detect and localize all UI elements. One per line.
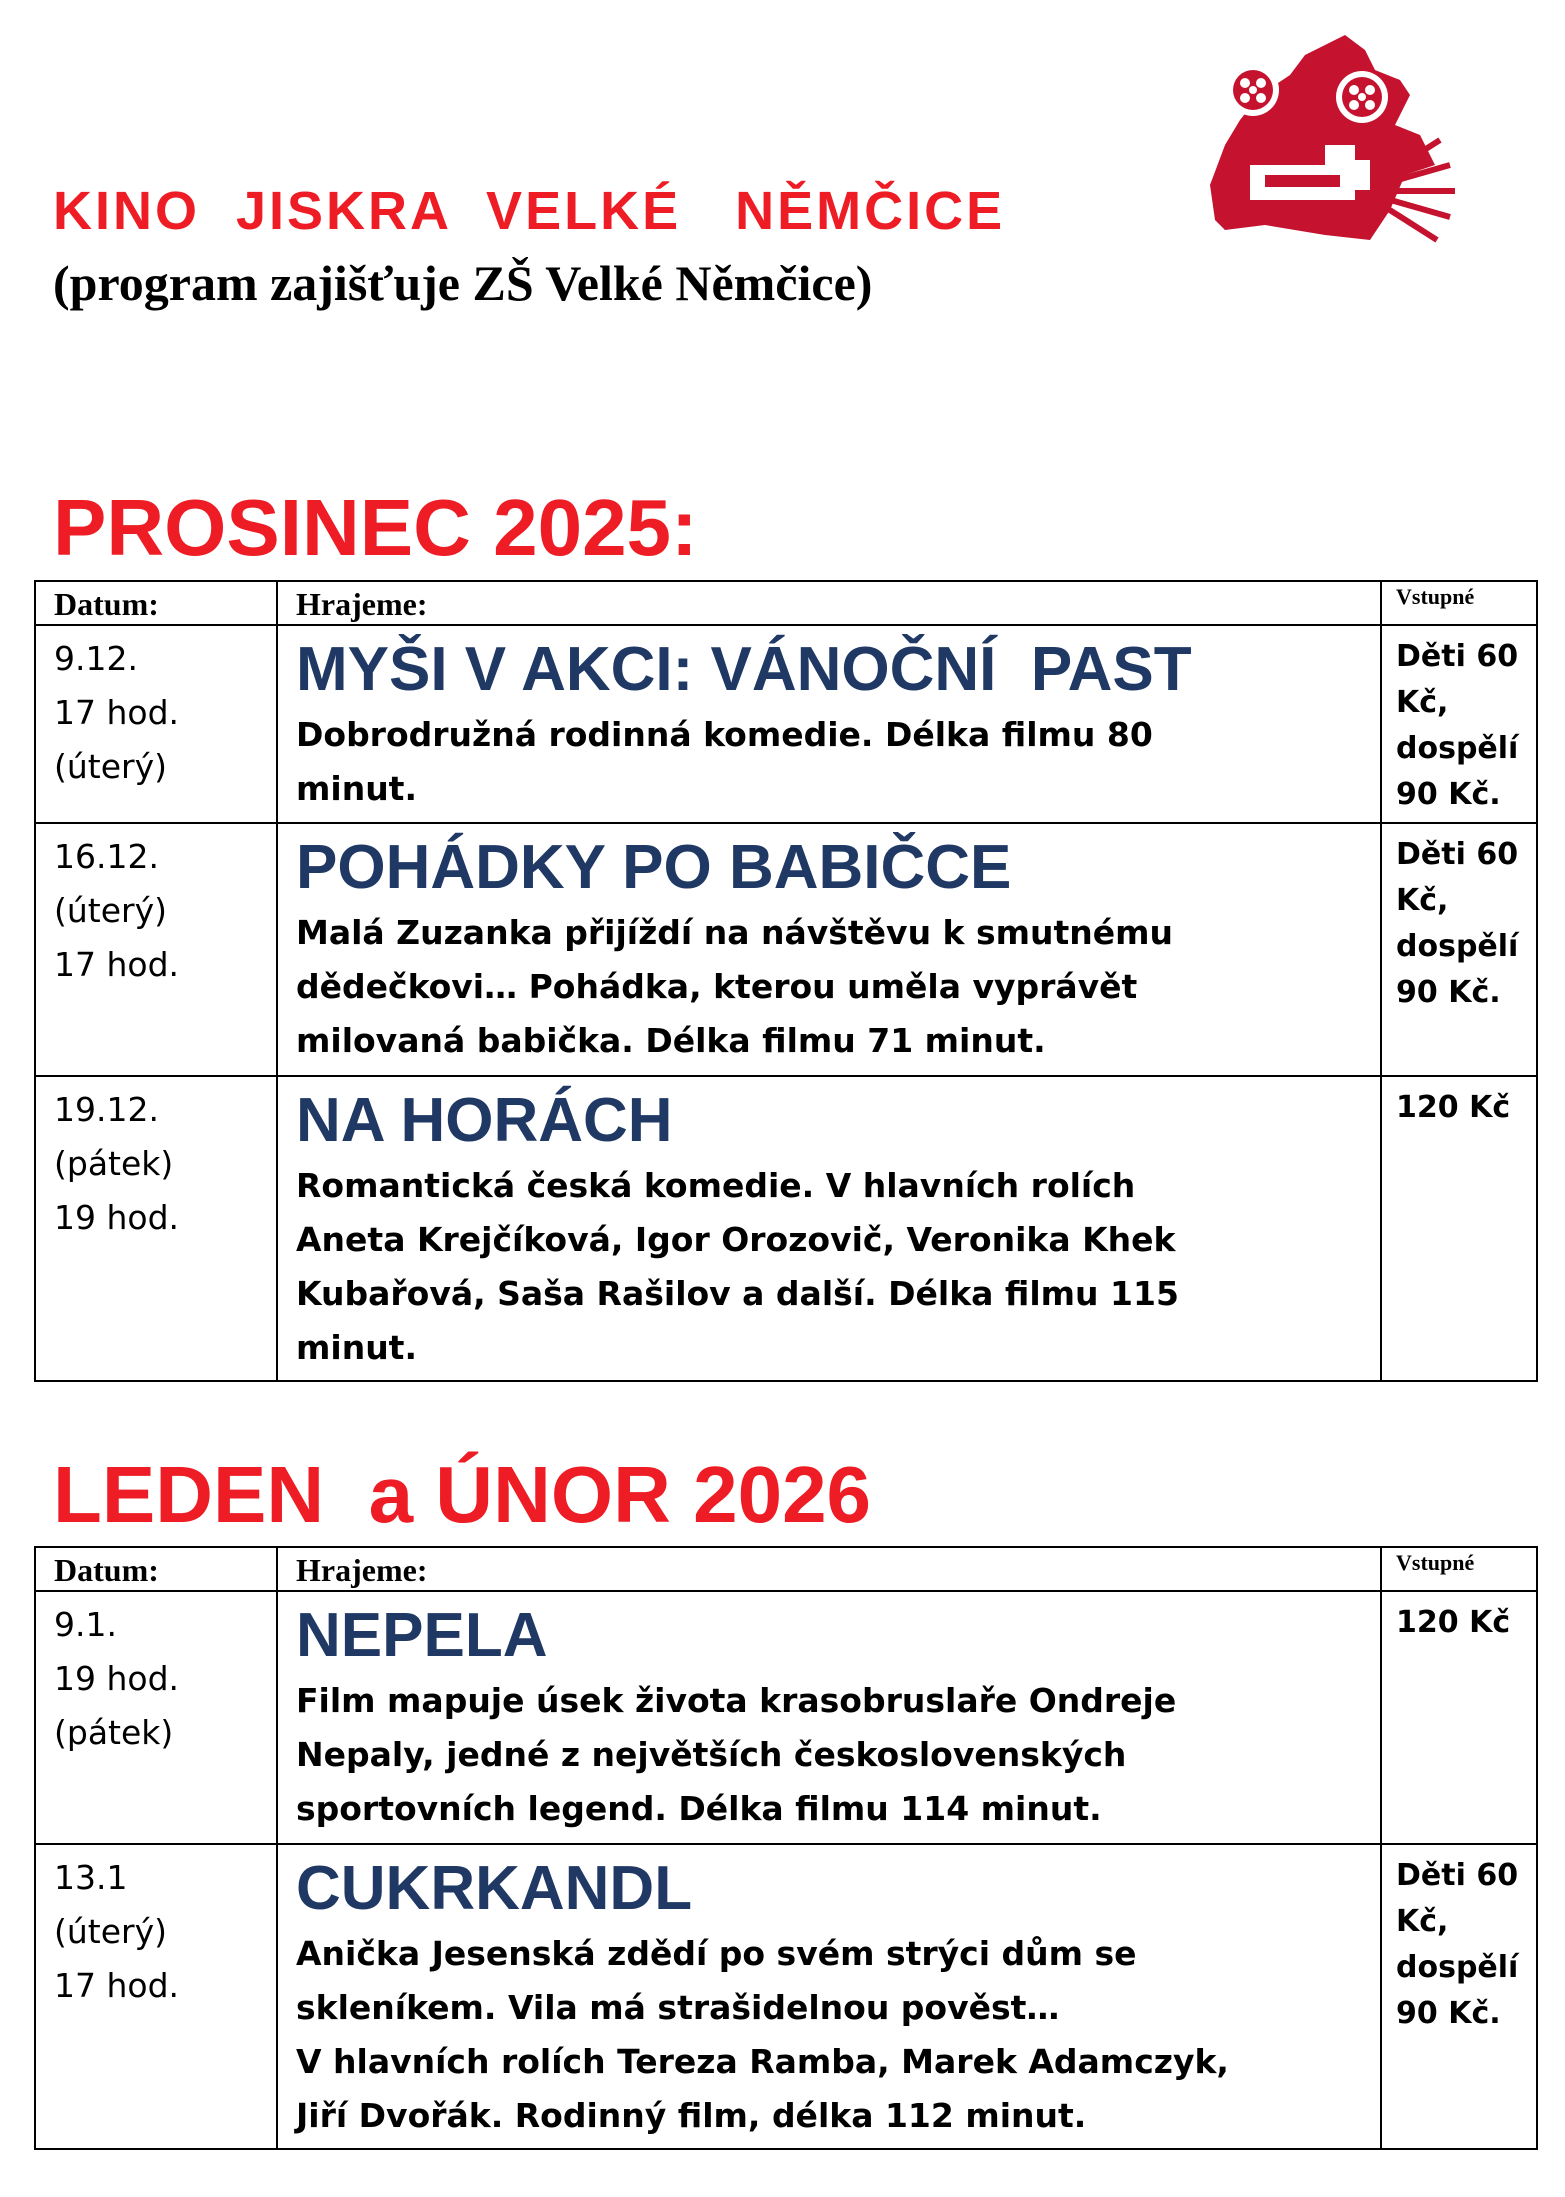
film-title: POHÁDKY PO BABIČCE [296,833,1012,902]
film-title: CUKRKANDL [296,1854,693,1923]
ticket-price: Děti 60 Kč, dospělí 90 Kč. [1396,639,1519,812]
film-title: NA HORÁCH [296,1086,673,1155]
table-header-row [35,1547,1537,1591]
month-heading-january-february: LEDEN a ÚNOR 2026 [53,1450,872,1539]
film-projector-logo-icon [1205,25,1495,260]
month-heading-december: PROSINEC 2025: [53,483,698,572]
film-description: Film mapuje úsek života krasobruslaře Ondreje Nepaly, jedné z největších československých sportovních legend. Délka filmu 114 minut. [296,1681,1177,1828]
table-row [35,1591,1537,1844]
date-column-header: Datum: [54,1552,159,1588]
film-column-header: Hrajeme: [296,586,428,622]
screening-date: 9.12. 17 hod. (úterý) [54,639,180,786]
table-row [35,1076,1537,1381]
film-title: NEPELA [296,1601,548,1670]
table-header-row [35,581,1537,625]
program-table-january-february [34,1546,1538,2150]
price-column-header: Vstupné [1396,1550,1475,1575]
film-column-header: Hrajeme: [296,1552,428,1588]
table-row [35,1844,1537,2149]
page-subtitle: (program zajišťuje ZŠ Velké Němčice) [53,255,873,311]
ticket-price: 120 Kč [1396,1605,1511,1640]
screening-date: 19.12. (pátek) 19 hod. [54,1090,180,1237]
ticket-price: 120 Kč [1396,1090,1511,1125]
film-description: Anička Jesenská zdědí po svém strýci dům se skleníkem. Vila má strašidelnou pověst… V hlavních rolích Tereza Ramba, Marek Adamczyk, Jiří Dvořák. Rodinný film, délka 112 minut. [296,1934,1229,2135]
screening-date: 13.1 (úterý) 17 hod. [54,1858,180,2005]
film-description: Romantická česká komedie. V hlavních rolích Aneta Krejčíková, Igor Orozovič, Veronika Khek Kubařová, Saša Rašilov a další. Délka filmu 115 minut. [296,1166,1179,1367]
program-table-december [34,580,1538,1382]
ticket-price: Děti 60 Kč, dospělí 90 Kč. [1396,837,1519,1010]
film-description: Malá Zuzanka přijíždí na návštěvu k smutnému dědečkovi… Pohádka, kterou uměla vyprávět milovaná babička. Délka filmu 71 minut. [296,913,1174,1060]
table-row [35,823,1537,1076]
screening-date: 16.12. (úterý) 17 hod. [54,837,180,984]
film-description: Dobrodružná rodinná komedie. Délka filmu 80 minut. [296,715,1153,808]
page-title: KINO JISKRA VELKÉ NĚMČICE [53,181,1006,241]
date-column-header: Datum: [54,586,159,622]
price-column-header: Vstupné [1396,584,1475,609]
table-row [35,625,1537,823]
film-title: MYŠI V AKCI: VÁNOČNÍ PAST [296,635,1192,704]
ticket-price: Děti 60 Kč, dospělí 90 Kč. [1396,1858,1519,2031]
screening-date: 9.1. 19 hod. (pátek) [54,1605,180,1752]
